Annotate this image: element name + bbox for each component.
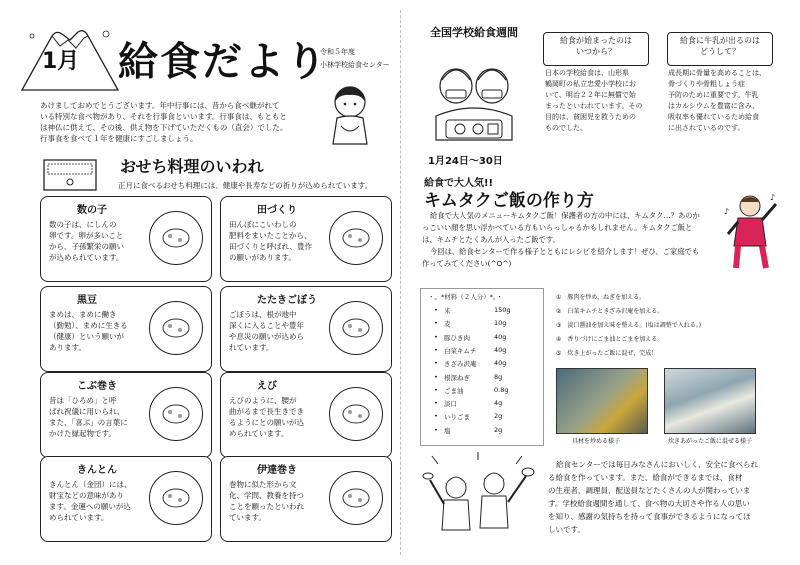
answer-line: まったといわれています。その bbox=[545, 102, 643, 110]
osechi-title: おせち料理のいわれ bbox=[120, 157, 264, 176]
stir-fry-photo bbox=[556, 368, 648, 434]
osechi-card-line: 卵です。卵が多いこと bbox=[49, 231, 124, 240]
osechi-card-title: きんとん bbox=[77, 465, 117, 476]
datemaki-icon bbox=[329, 471, 383, 525]
ingredient-amount: 40g bbox=[494, 332, 507, 341]
osechi-card bbox=[40, 372, 212, 458]
closing-line: の生産者、調理員、配送員などたくさんの人が関わっていま bbox=[548, 486, 751, 495]
question-milk: 給食に牛乳が出るのは どうして？ bbox=[667, 32, 773, 66]
osechi-card-line: 曲がるまで長生きでき bbox=[229, 407, 304, 416]
kimtaku-intro bbox=[422, 210, 722, 270]
osechi-card bbox=[40, 196, 212, 282]
answer-line: 骨づくりや骨粗しょう症 bbox=[668, 80, 745, 88]
girl-eating-illustration bbox=[325, 84, 375, 146]
ingredient-name: 麦 bbox=[444, 320, 451, 329]
herring-roe-icon bbox=[149, 211, 203, 265]
osechi-subtitle: 正月に食べるおせち料理には、健康や長寿などの祈りが込められています。 bbox=[118, 181, 373, 190]
closing-line: を知り、感謝の気持ちを持って食事ができるようになってほ bbox=[548, 512, 751, 521]
osechi-card-title: たたきごぼう bbox=[257, 295, 317, 306]
lunch-staff-illustration bbox=[422, 450, 542, 546]
osechi-card-title: 伊達巻き bbox=[257, 465, 297, 476]
osechi-card-line: められています。 bbox=[49, 513, 109, 522]
osechi-card-body bbox=[49, 395, 149, 439]
burdock-icon bbox=[329, 301, 383, 355]
ingredient-name: 米 bbox=[444, 307, 451, 315]
osechi-card-line: が込められています。 bbox=[49, 253, 124, 262]
bullet-icon: • bbox=[434, 412, 438, 421]
answer-line: ものでした。 bbox=[545, 124, 587, 132]
answer-line: 予防のために重要です。牛乳 bbox=[668, 91, 759, 99]
answer-line: 鶴岡町の私立忠愛小学校にお bbox=[545, 80, 636, 88]
body-line: 今回は、給食センターで作る様子とともにレシピを紹介します！ぜひ、ご家庭でも bbox=[430, 247, 700, 256]
closing-line: 給食センターでは毎日みなさんにおいしく、安全に食べられ bbox=[556, 460, 759, 469]
bullet-icon: • bbox=[434, 332, 438, 341]
osechi-card-body bbox=[49, 219, 149, 263]
jubako-icon bbox=[42, 158, 98, 192]
osechi-card-line: から、子孫繁栄の願い bbox=[49, 242, 124, 251]
center-name: 小林学校給食センター bbox=[320, 61, 390, 69]
osechi-card-line: や息災の願いが込めら bbox=[229, 332, 304, 341]
bullet-icon: • bbox=[434, 319, 438, 328]
kinton-icon bbox=[149, 471, 203, 525]
answer-line: 日本の学校給食は、山形県 bbox=[545, 69, 629, 77]
recipe-step: ① 豚肉を炒め、ねぎを加える。 bbox=[556, 294, 646, 301]
answer-line: はカルシウムを豊富に含み、 bbox=[668, 102, 760, 110]
ingredient-name: 淡口 bbox=[444, 400, 457, 409]
osechi-card bbox=[40, 286, 212, 372]
recipe-step: ③ 淡口醤油を加え味を整える。(塩は調整で入れる。) bbox=[556, 322, 702, 329]
bullet-icon: • bbox=[434, 345, 438, 354]
osechi-card-line: 肥料をまいたことから、 bbox=[229, 231, 312, 240]
bullet-icon: • bbox=[434, 385, 438, 394]
body-line: 給食で大人気のメニューキムタクご飯！保護者の方の中には、キムタク…？あのか bbox=[430, 211, 700, 220]
ingredient-amount: 40g bbox=[494, 345, 507, 354]
intro-line: いる特別な食べ物があり、それを行事食といいます。行事食は、もともと bbox=[40, 112, 287, 121]
osechi-card-line: 財宝などの意味があり bbox=[49, 491, 124, 500]
svg-text:♪: ♪ bbox=[724, 207, 730, 216]
osechi-card-title: こぶ巻き bbox=[77, 381, 117, 392]
dried-sardine-icon bbox=[329, 211, 383, 265]
osechi-card-line: 巻物に似た形から文 bbox=[229, 480, 297, 489]
svg-text:♪: ♪ bbox=[770, 193, 776, 202]
answer-line: 目的は、貧困児を救うための bbox=[545, 113, 636, 121]
ingredient-amount: 8g bbox=[494, 372, 503, 381]
bullet-icon: • bbox=[434, 399, 438, 408]
ingredient-amount: 40g bbox=[494, 359, 507, 368]
ingredients-box bbox=[420, 288, 544, 446]
ingredient-name: ごま油 bbox=[444, 386, 464, 395]
newsletter-title: 給食だより bbox=[118, 39, 328, 85]
answer-milk bbox=[668, 68, 786, 134]
kimtaku-kicker: 給食で大人気!! bbox=[424, 178, 494, 189]
osechi-card-line: まめは、まめに働き bbox=[49, 310, 117, 319]
osechi-card-line: ます。金運への願いが込 bbox=[49, 502, 131, 511]
osechi-card-line: ごぼうは、根が地中 bbox=[229, 310, 297, 319]
osechi-card-line: 深くに入ることや豊年 bbox=[229, 321, 304, 330]
osechi-card-line: ています。 bbox=[229, 513, 266, 522]
osechi-card bbox=[40, 456, 212, 542]
ingredient-amount: 10g bbox=[494, 319, 507, 328]
mixing-photo bbox=[664, 368, 756, 434]
page-divider bbox=[400, 10, 401, 555]
osechi-card-line: （健康）という願いが bbox=[49, 332, 124, 341]
osechi-card-line: められています。 bbox=[229, 429, 289, 438]
black-beans-icon bbox=[149, 301, 203, 355]
closing-line: る給食を作っています。また、給食ができるまでは、食材 bbox=[548, 473, 743, 482]
intro-paragraph bbox=[40, 100, 340, 144]
ingredient-name: いりごま bbox=[444, 413, 470, 422]
osechi-card-title: 田づくり bbox=[257, 205, 297, 216]
singer-illustration bbox=[720, 190, 780, 270]
ingredient-amount: 2g bbox=[494, 412, 503, 421]
osechi-card-line: れています。 bbox=[229, 343, 274, 352]
body-line: っこいい顔を思い浮かべている方もいらっしゃるかもしれません。キムタクご飯と bbox=[422, 223, 693, 232]
ingredient-amount: 4g bbox=[494, 399, 503, 408]
kelp-roll-icon bbox=[149, 387, 203, 441]
osechi-card-title: 数の子 bbox=[77, 205, 107, 216]
osechi-card-line: きんとん（金団）には、 bbox=[49, 480, 132, 489]
question-start: 給食が始まったのは いつから？ bbox=[543, 32, 649, 66]
osechi-card bbox=[220, 196, 392, 282]
recipe-step: ⑤ 炊き上がったご飯に混ぜ、完成！ bbox=[556, 350, 658, 357]
ingredient-amount: 0.8g bbox=[494, 385, 509, 394]
osechi-card-line: るようにとの願いが込 bbox=[229, 418, 304, 427]
osechi-card-line: えびのように、腰が bbox=[229, 396, 297, 405]
lunch-week-dates: 1月24日～30日 bbox=[428, 156, 503, 167]
osechi-card-line: 田んぼにこいわしの bbox=[229, 220, 297, 229]
bullet-icon: • bbox=[434, 372, 438, 381]
osechi-card bbox=[220, 372, 392, 458]
osechi-card-body bbox=[229, 479, 329, 523]
osechi-card-line: また、「喜ぶ」の言葉に bbox=[49, 418, 128, 427]
year-label: 令和５年度 bbox=[320, 48, 355, 56]
osechi-card-line: （勤勉）、まめに生きる bbox=[49, 321, 128, 330]
stir-fry-caption: 具材を炒める様子 bbox=[572, 438, 621, 445]
osechi-card-line: 昔は「ひろめ」と呼 bbox=[49, 396, 117, 405]
body-line: 作ってみてください(^O^) bbox=[422, 259, 512, 268]
intro-line: 行事食を食べて１年を健康にすごしましょう。 bbox=[40, 134, 198, 143]
recipe-step: ④ 香りづけにごま油とごまを加える。 bbox=[556, 336, 664, 343]
ingredient-name: 根深ねぎ bbox=[444, 373, 470, 382]
osechi-card-line: ことを願ったといわれ bbox=[229, 502, 304, 511]
osechi-card-title: えび bbox=[257, 381, 277, 392]
osechi-card-line: 田づくりと呼ばれ、豊作 bbox=[229, 242, 312, 251]
osechi-card-line: あります。 bbox=[49, 343, 86, 352]
bullet-icon: • bbox=[434, 425, 438, 434]
ingredient-name: 塩 bbox=[444, 426, 451, 435]
bullet-icon: • bbox=[434, 359, 438, 368]
osechi-card-line: かけた縁起物です。 bbox=[49, 429, 116, 438]
shrimp-icon bbox=[329, 387, 383, 441]
osechi-card-body bbox=[229, 219, 329, 263]
osechi-card-line: 数の子は、にしんの bbox=[49, 220, 117, 229]
osechi-card bbox=[220, 456, 392, 542]
intro-line: あけましておめでとうございます。年中行事には、昔から食べ継がれて bbox=[40, 101, 280, 110]
mixing-caption: 炊きあがったご飯に混ぜる様子 bbox=[668, 438, 753, 445]
osechi-card-line: 化、学問、教養を持つ bbox=[229, 491, 304, 500]
answer-line: いて、明治２２年に無償で始 bbox=[545, 91, 636, 99]
osechi-card-body bbox=[49, 479, 149, 523]
answer-start bbox=[545, 68, 660, 134]
recipe-step: ② 白菜キムチときざみ沢庵を加える。 bbox=[556, 308, 664, 315]
osechi-card-body bbox=[229, 309, 329, 353]
closing-line: しいです。 bbox=[548, 525, 585, 534]
ingredient-name: きざみ沢庵 bbox=[444, 360, 477, 369]
osechi-card-body bbox=[49, 309, 149, 353]
answer-line: に出されているのです。 bbox=[668, 124, 745, 132]
intro-line: は神仏に供えて、その後、供え物を下げていただくもの（直会）でした。 bbox=[40, 123, 288, 132]
osechi-card-line: ばれ祝儀に用いられ、 bbox=[49, 407, 125, 416]
osechi-card-body bbox=[229, 395, 329, 439]
ingredient-name: 白菜キムチ bbox=[444, 346, 477, 355]
closing-paragraph bbox=[548, 458, 788, 536]
ingredient-amount: 2g bbox=[494, 425, 503, 434]
bullet-icon: • bbox=[434, 306, 438, 314]
closing-line: す。学校給食週間を通して、食べ物の大切さや作る人の思い bbox=[548, 499, 750, 508]
body-line: は、キムチとたくあんが入ったご飯です。 bbox=[422, 235, 560, 244]
ingredient-amount: 150g bbox=[494, 306, 511, 314]
answer-line: 吸収率も優れているため給食 bbox=[668, 113, 759, 121]
kimtaku-title: キムタクご飯の作り方 bbox=[424, 191, 594, 211]
osechi-card bbox=[220, 286, 392, 372]
ingredients-title: ・。*材料（２人分）*。・ bbox=[428, 293, 503, 301]
osechi-card-line: の願いがあります。 bbox=[229, 253, 296, 262]
answer-line: 成長期に骨量を高めることは、 bbox=[668, 69, 766, 77]
osechi-card-title: 黒豆 bbox=[77, 295, 97, 306]
month-label: 1月 bbox=[42, 49, 80, 74]
ingredient-name: 豚ひき肉 bbox=[444, 333, 470, 342]
lunch-week-title: 全国学校給食週間 bbox=[430, 26, 518, 39]
